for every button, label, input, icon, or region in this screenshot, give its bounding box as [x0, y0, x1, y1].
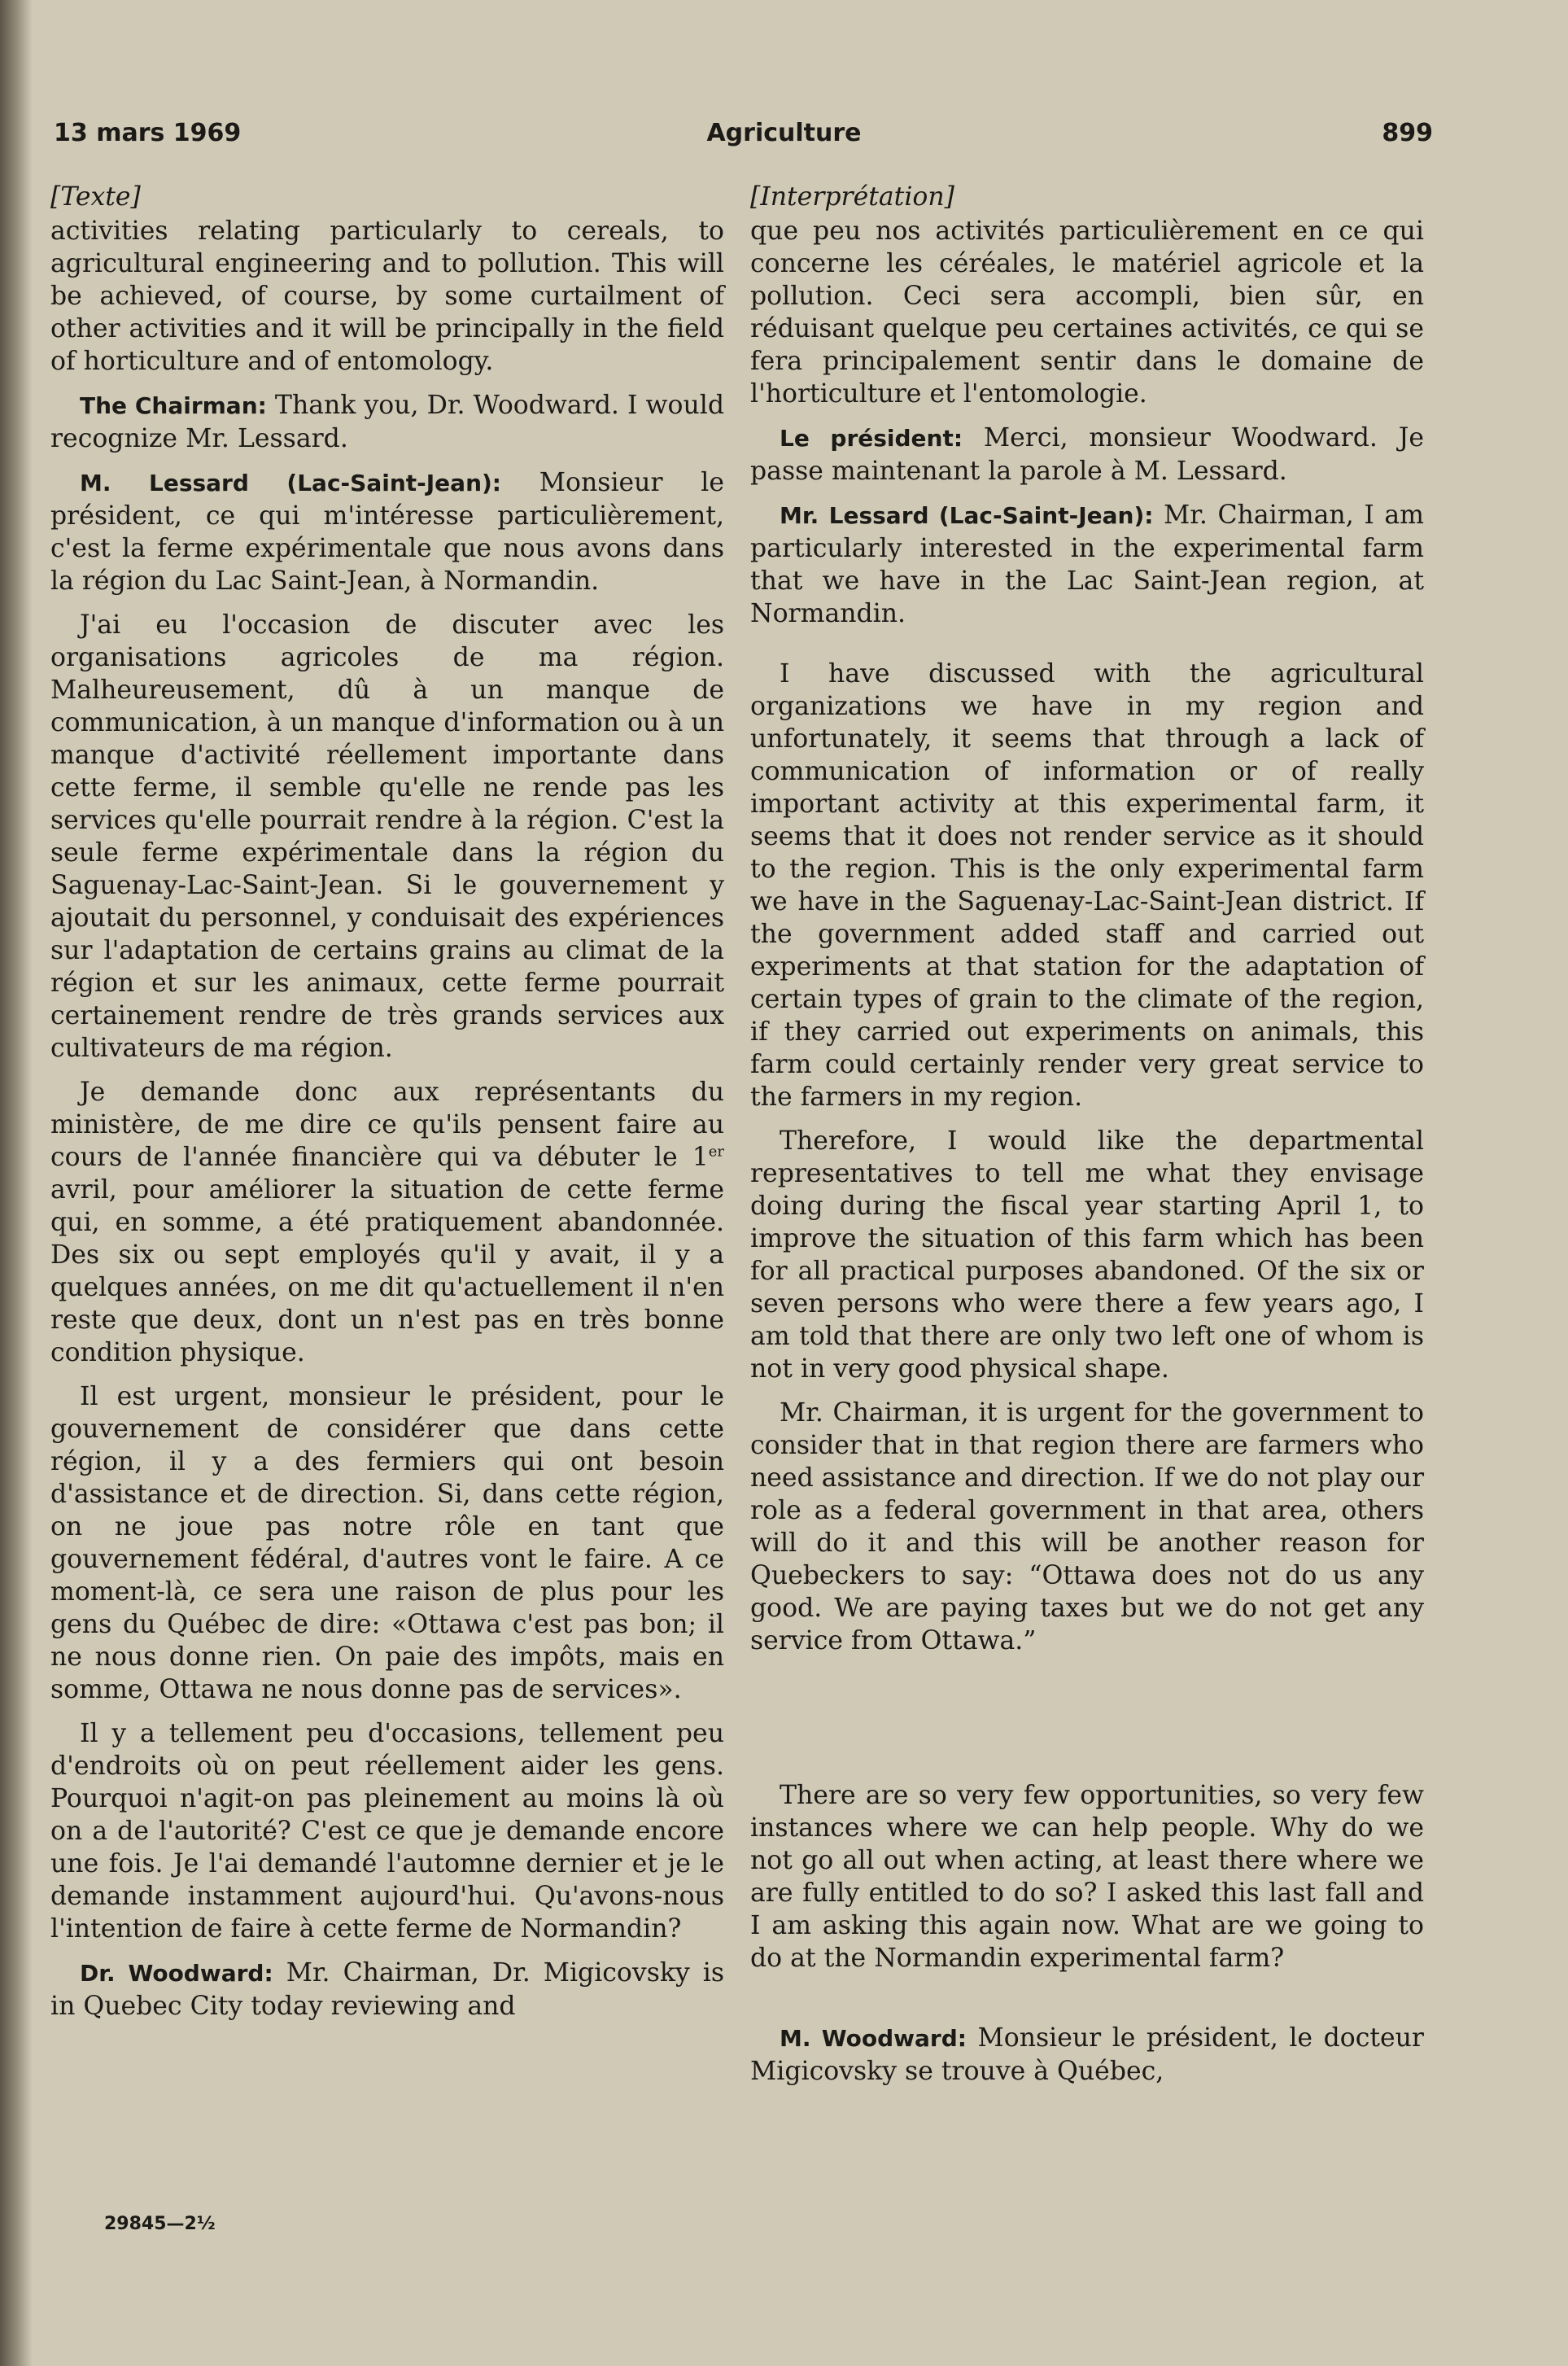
speech-text: Je demande donc aux représentants du ministère, de me dire ce qu'ils pensent faire au cours de l'année financière qui va débuter le 1 — [50, 1078, 724, 1172]
paragraph — [50, 466, 724, 597]
left-column — [50, 181, 724, 2034]
speaker-name: Le président: — [780, 425, 963, 452]
paragraph: activities relating particularly to cereals, to agricultural engineering and to pollution. This will be achieved, of course, by some curtailment of other activities and it will be principally in the field of horticulture and of entomology. — [50, 216, 724, 376]
speech-text: Mr. Chairman, I am particularly interested in the experimental farm that we have in the Lac Saint-Jean region, at Normandin. — [750, 501, 1424, 628]
paragraph: I have discussed with the agricultural organizations we have in my region and unfortunately, it seems that through a lack of communication of information or of really important activity at this experimental farm, it seems that it does not render service as it should to the region. This is the only experimental farm we have in the Saguenay-Lac-Saint-Jean district. If the government added staff and carried out experiments at that station for the adaptation of certain types of grain to the climate of the region, if they carried out experiments on animals, this farm could certainly render very great service to the farmers in my region. — [750, 659, 1424, 1112]
paragraph: Mr. Chairman, it is urgent for the government to consider that in that region there are farmers who need assistance and direction. If we do not play our role as a federal government in that area, others will do it and this will be another reason for Quebeckers to say: “Ottawa does not do us any good. We are paying taxes but we do not get any service from Ottawa.” — [750, 1398, 1424, 1655]
paragraph: There are so very few opportunities, so very few instances where we can help people. Why do we not go all out when acting, at least there where we are fully entitled to do so? I asked this last fall and I am asking this again now. What are we going to do at the Normandin experimental farm? — [750, 1781, 1424, 1973]
paragraph — [750, 2022, 1424, 2088]
speaker-name: Dr. Woodward: — [80, 1960, 273, 1987]
left-column-label: [Texte] — [50, 182, 141, 212]
superscript: er — [708, 1143, 724, 1161]
speaker-name: Mr. Lessard (Lac-Saint-Jean): — [780, 502, 1154, 529]
paragraph — [50, 1957, 724, 2023]
paragraph — [750, 499, 1424, 630]
page-binding-edge — [0, 0, 33, 2366]
paragraph: J'ai eu l'occasion de discuter avec les organisations agricoles de ma région. Malheureusement, dû à un manque de communication, à un manque d'information ou à un manque d'activité réellement importante dans cette ferme, il semble qu'elle ne rende pas les services qu'elle pourrait rendre à la région. C'est la seule ferme expérimentale dans la région du Saguenay-Lac-Saint-Jean. Si le gouvernement y ajoutait du personnel, y conduisait des expériences sur l'adaptation de certains grains au climat de la région et sur les animaux, cette ferme pourrait certainement rendre de très grands services aux cultivateurs de ma région. — [50, 610, 724, 1063]
header-date: 13 mars 1969 — [54, 119, 242, 147]
paragraph: Il est urgent, monsieur le président, pour le gouvernement de considérer que dans cette région, il y a des fermiers qui ont besoin d'assistance et de direction. Si, dans cette région, on ne joue pas notre rôle en tant que gouvernement fédéral, d'autres vont le faire. A ce moment-là, ce sera une raison de plus pour les gens du Québec de dire: «Ottawa c'est pas bon; il ne nous donne rien. On paie des impôts, mais en somme, Ottawa ne nous donne pas de services». — [50, 1382, 724, 1704]
paragraph: Il y a tellement peu d'occasions, tellement peu d'endroits où on peut réellement aider les gens. Pourquoi n'agit-on pas pleinement au moins là où on a de l'autorité? C'est ce que je demande encore une fois. Je l'ai demandé l'automne dernier et je le demande instamment aujourd'hui. Qu'avons-nous l'intention de faire à cette ferme de Normandin? — [50, 1719, 724, 1944]
paragraph — [750, 422, 1424, 488]
paragraph — [50, 389, 724, 455]
page-number: 899 — [1382, 119, 1433, 147]
speech-text: Thank you, Dr. Woodward. I would recognize Mr. Lessard. — [50, 391, 724, 453]
speech-text: Merci, monsieur Woodward. Je passe maintenant la parole à M. Lessard. — [750, 423, 1424, 486]
speaker-name: M. Lessard (Lac-Saint-Jean): — [80, 470, 501, 496]
speech-text: Mr. Chairman, Dr. Migicovsky is in Quebec City today reviewing and — [50, 1958, 725, 2021]
paragraph: Therefore, I would like the departmental representatives to tell me what they envisage doing during the fiscal year starting April 1, to improve the situation of this farm which has been for all practical purposes abandoned. Of the six or seven persons who were there a few years ago, I am told that there are only two left one of whom is not in very good physical shape. — [750, 1126, 1424, 1384]
header-title: Agriculture — [706, 119, 862, 147]
speech-text: Monsieur le président, ce qui m'intéresse particulièrement, c'est la ferme expérimentale que nous avons dans la région du Lac Saint-Jean, à Normandin. — [50, 468, 724, 596]
right-column-label: [Interprétation] — [750, 182, 954, 212]
footer-code: 29845—2½ — [104, 2214, 216, 2234]
paragraph: que peu nos activités particulièrement en ce qui concerne les céréales, le matériel agricole et la pollution. Ceci sera accompli, bien sûr, en réduisant quelque peu certaines activités, ce qui se fera principalement sentir dans le domaine de l'horticulture et l'entomologie. — [750, 216, 1424, 409]
paragraph — [50, 1076, 724, 1369]
speaker-name: The Chairman: — [80, 392, 267, 419]
speech-text: avril, pour améliorer la situation de cette ferme qui, en somme, a été pratiquement abandonnée. Des six ou sept employés qu'il y avait, il y a quelques années, on me dit qu'actuellement il n'en reste que deux, dont un n'est pas en très bonne condition physique. — [50, 1175, 724, 1367]
right-column — [750, 181, 1424, 2099]
speech-text: Monsieur le président, le docteur Migicovsky se trouve à Québec, — [750, 2023, 1424, 2086]
speaker-name: M. Woodward: — [780, 2025, 967, 2052]
